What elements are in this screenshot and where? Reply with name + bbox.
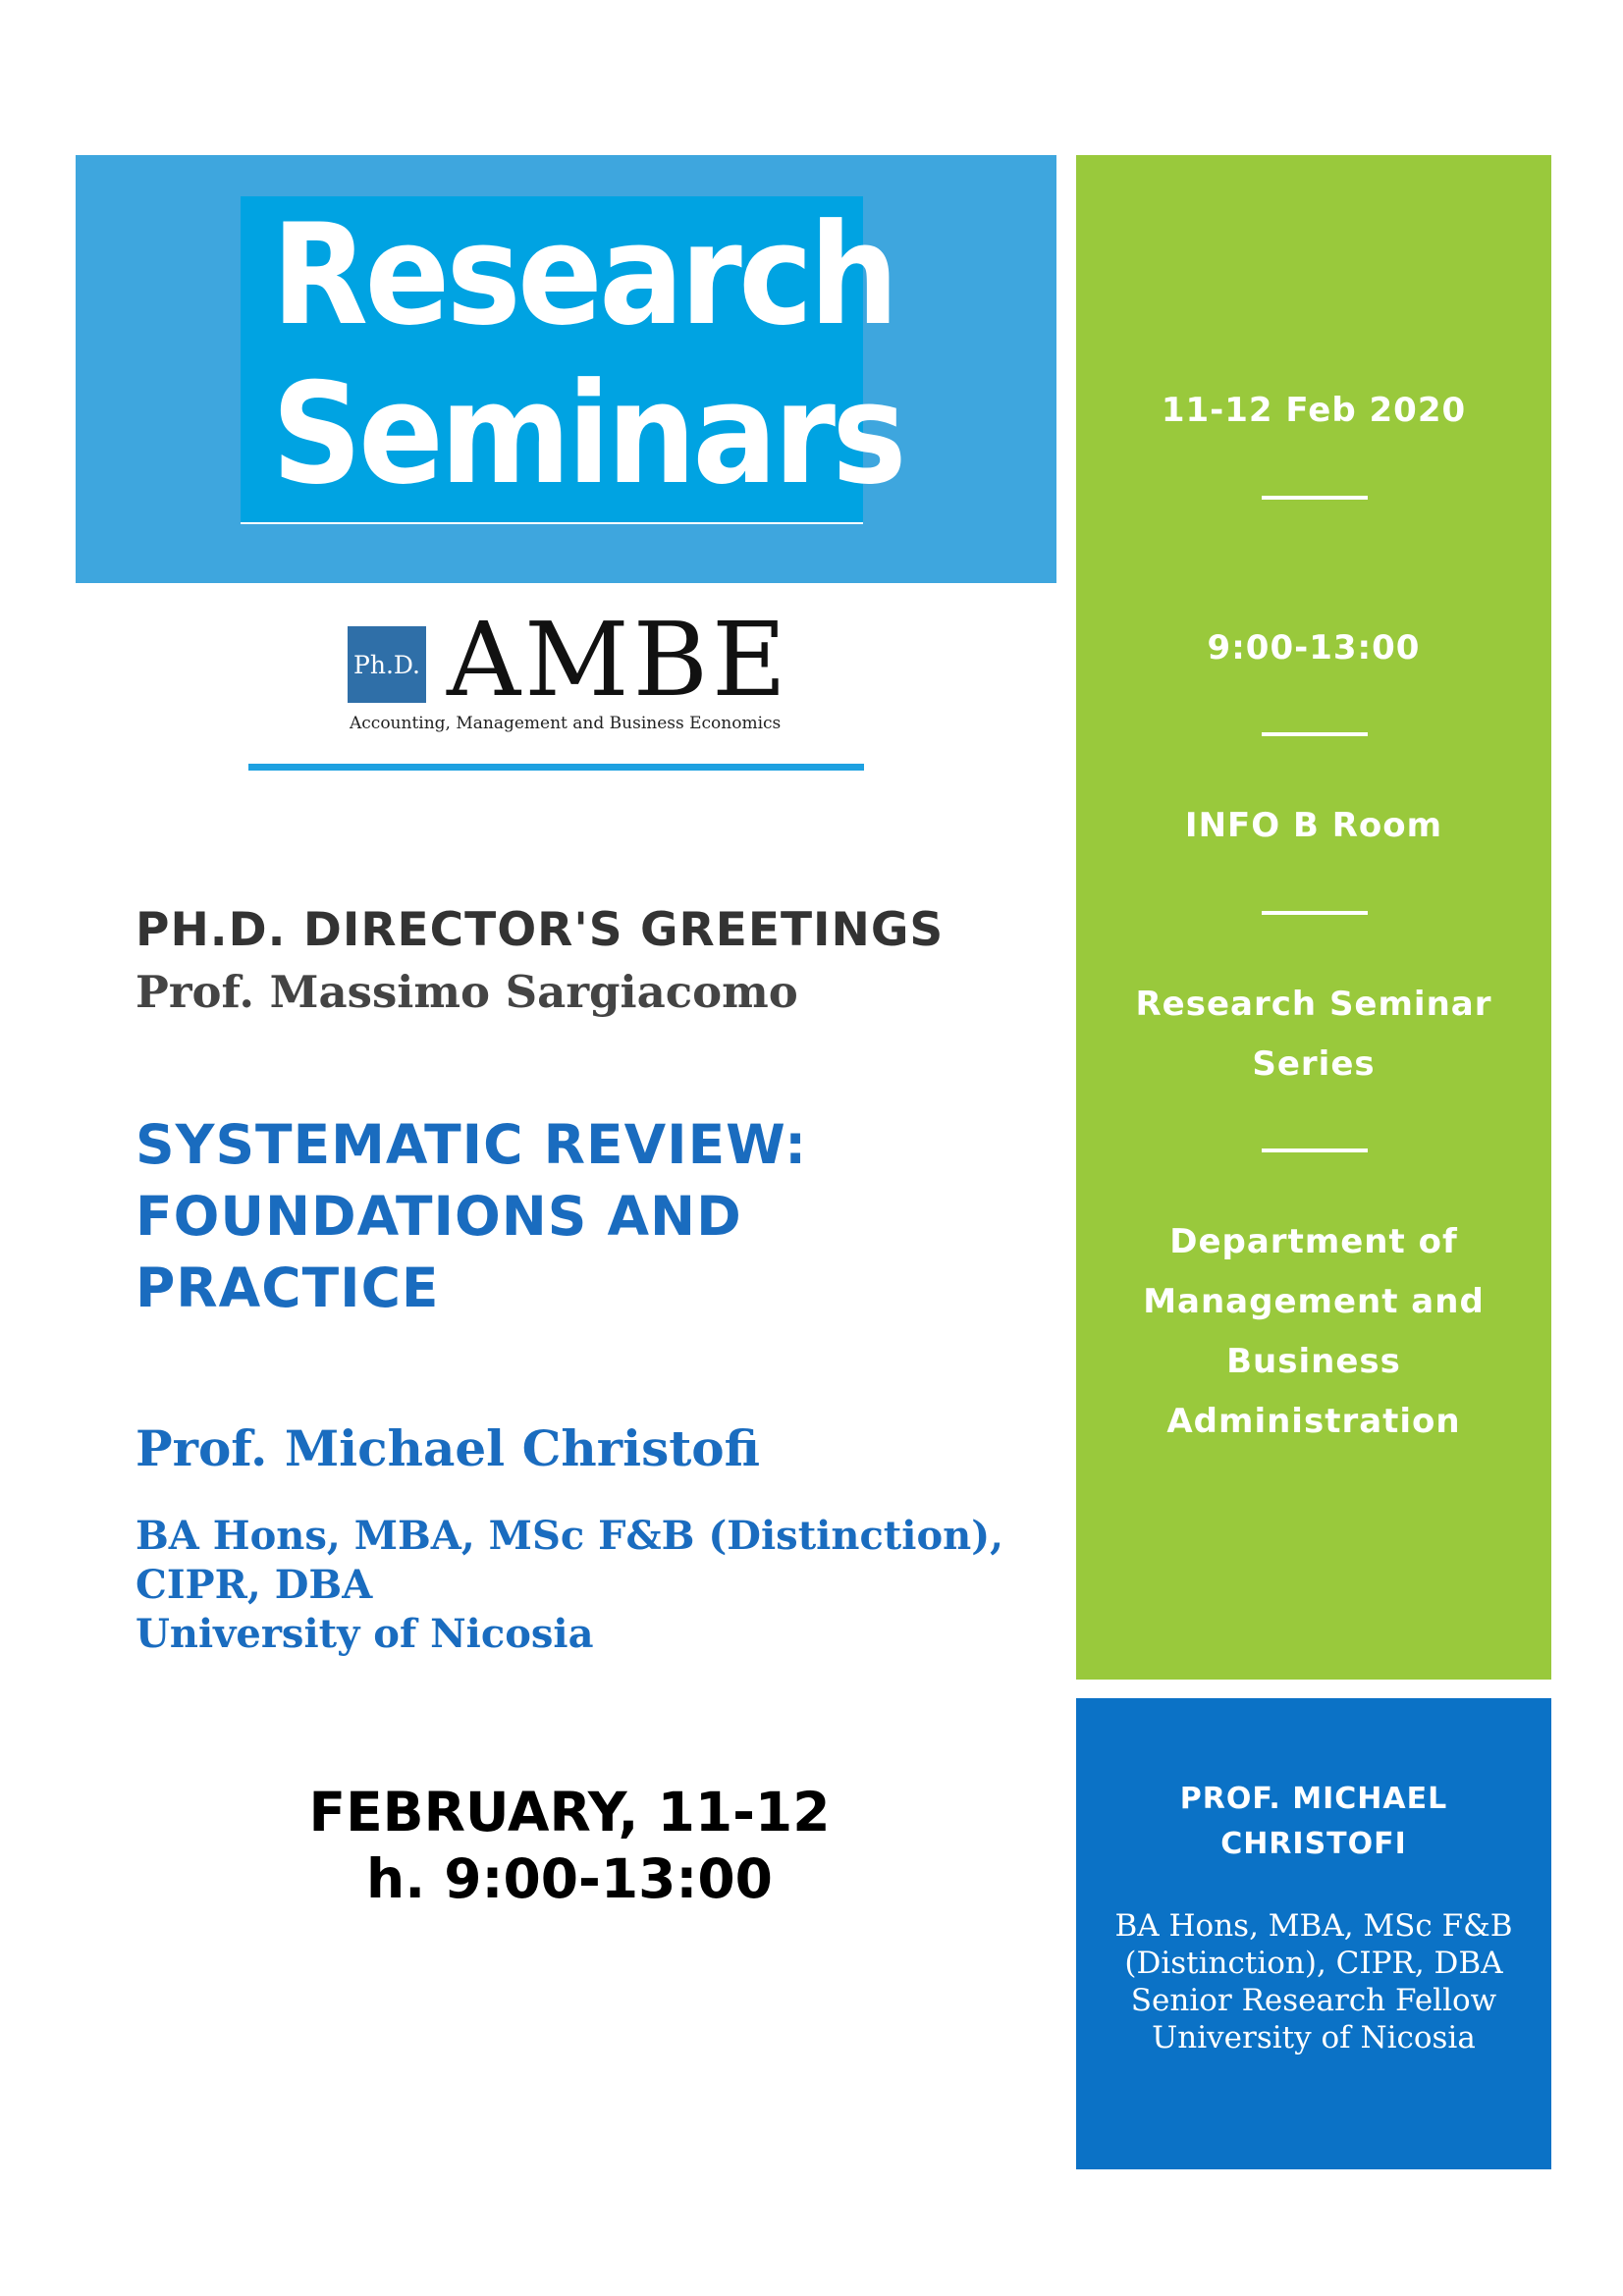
logo-divider xyxy=(248,764,864,771)
bio-name xyxy=(1076,1777,1551,1867)
title-line-1: Research xyxy=(271,194,895,356)
bio-line: University of Nicosia xyxy=(1152,2020,1476,2056)
research-seminars-title xyxy=(241,194,903,522)
ambe-logo-subtitle: Accounting, Management and Business Economics xyxy=(350,714,782,733)
series-line: Series xyxy=(1252,1044,1376,1084)
bio-credentials xyxy=(1076,1907,1551,2056)
credential-line: BA Hons, MBA, MSc F&B (Distinction), xyxy=(135,1513,1004,1559)
title-underline xyxy=(241,522,863,524)
schedule-date: FEBRUARY, 11-12 xyxy=(308,1781,831,1843)
talk-title-line: PRACTICE xyxy=(135,1256,440,1319)
department-line: Business xyxy=(1226,1342,1401,1381)
sidebar-department xyxy=(1076,1212,1551,1452)
greetings-heading: PH.D. DIRECTOR'S GREETINGS xyxy=(135,903,945,957)
sidebar-room: INFO B Room xyxy=(1184,806,1443,845)
sidebar-divider xyxy=(1262,496,1368,500)
bio-line: (Distinction), CIPR, DBA xyxy=(1124,1946,1503,1981)
department-line: Management and xyxy=(1143,1282,1485,1321)
bio-name-line: CHRISTOFI xyxy=(1220,1827,1407,1861)
phd-logo-badge: Ph.D. xyxy=(348,626,426,703)
credential-line: CIPR, DBA xyxy=(135,1562,373,1608)
bio-name-line: PROF. MICHAEL xyxy=(1179,1782,1448,1816)
ambe-logo-word: AMBE xyxy=(447,600,790,720)
speaker-credentials xyxy=(135,1512,1039,1659)
credential-line: University of Nicosia xyxy=(135,1611,594,1657)
sidebar-series xyxy=(1076,975,1551,1095)
sidebar-divider xyxy=(1262,911,1368,915)
department-line: Department of xyxy=(1169,1222,1458,1261)
greetings-name: Prof. Massimo Sargiacomo xyxy=(135,966,798,1018)
sidebar-divider xyxy=(1262,1148,1368,1152)
talk-title-line: FOUNDATIONS AND xyxy=(135,1185,742,1248)
series-line: Research Seminar xyxy=(1135,985,1492,1024)
schedule xyxy=(196,1779,943,1912)
sidebar-time: 9:00-13:00 xyxy=(1207,628,1421,667)
bio-line: BA Hons, MBA, MSc F&B xyxy=(1114,1908,1513,1944)
department-line: Administration xyxy=(1166,1402,1461,1441)
sidebar-date: 11-12 Feb 2020 xyxy=(1161,391,1467,430)
sidebar-divider xyxy=(1262,732,1368,736)
bio-line: Senior Research Fellow xyxy=(1130,1983,1497,2018)
talk-title-line: SYSTEMATIC REVIEW: xyxy=(135,1113,808,1176)
schedule-time: h. 9:00-13:00 xyxy=(366,1847,773,1910)
title-line-2: Seminars xyxy=(271,353,903,515)
speaker-name: Prof. Michael Christofi xyxy=(135,1419,761,1477)
talk-title xyxy=(135,1109,990,1324)
